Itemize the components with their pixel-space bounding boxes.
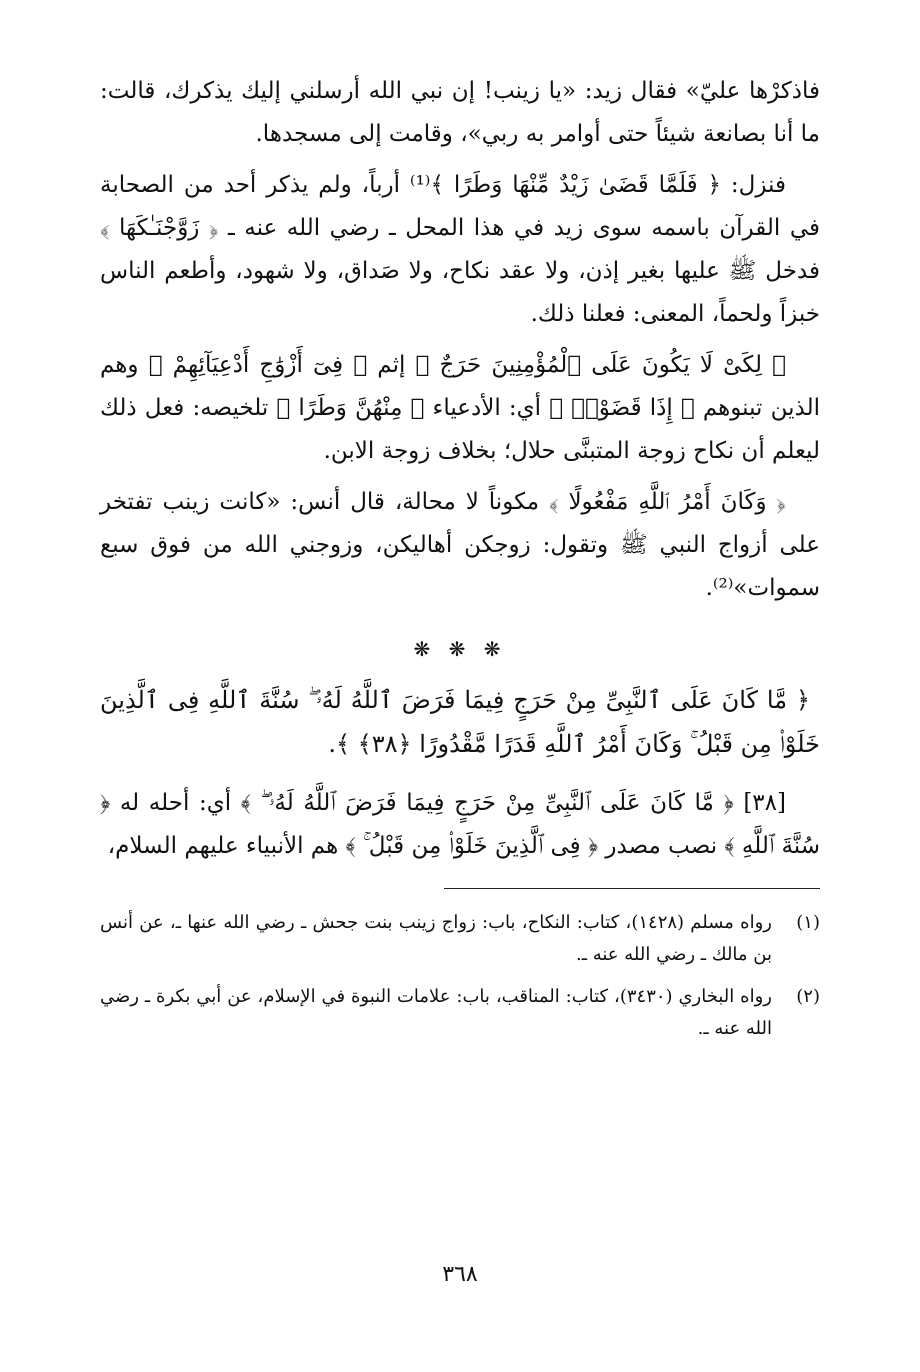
paragraph: فاذكرْها عليّ» فقال زيد: «يا زينب! إن نبي الله أرسلني إليك يذكرك، قالت: ما أنا بصانعة شيئاً حتى أوامر به ربي»، وقامت إلى مسجدها.: [100, 78, 820, 147]
page-number: ٣٦٨: [442, 1262, 478, 1287]
footnote-number: (٢): [796, 986, 820, 1007]
paragraph: ﴿ وَكَانَ أَمْرُ ٱللَّهِ مَفْعُولًا ﴾ مكوناً لا محالة، قال أنس: «كانت زينب تفتخر على أزواج النبي ﷺ وتقول: زوجكن أهاليكن، وزوجني الله من فوق سبع سموات»⁽²⁾.: [100, 489, 821, 601]
footnote: [100, 907, 820, 971]
page-body: [100, 70, 820, 1055]
footnote-number: (١): [796, 912, 820, 933]
footnote: [100, 981, 820, 1045]
footnote-text: رواه البخاري (٣٤٣٠)، كتاب: المناقب، باب: علامات النبوة في الإسلام، عن أبي بكرة ـ رضي الله عنه ـ.: [100, 986, 772, 1039]
commentary-paragraph: [٣٨] ﴿ مَّا كَانَ عَلَى ٱلنَّبِىِّ مِنْ حَرَجٍ فِيمَا فَرَضَ ٱللَّهُ لَهُۥ ۖ ﴾ أي: أحله له ﴿ سُنَّةَ ٱللَّهِ ﴾ نصب مصدر ﴿ فِى ٱلَّذِينَ خَلَوْا۟ مِن قَبْلُ ۚ ﴾ هم الأنبياء عليهم السلام،: [100, 790, 820, 859]
footnote-divider: [444, 888, 820, 889]
paragraph: فنزل: ﴿ فَلَمَّا قَضَىٰ زَيْدٌ مِّنْهَا وَطَرًا ﴾⁽¹⁾ أرباً، ولم يذكر أحد من الصحابة في القرآن باسمه سوى زيد في هذا المحل ـ رضي الله عنه ـ ﴿ زَوَّجْنَـٰكَهَا ﴾ فدخل ﷺ عليها بغير إذن، ولا عقد نكاح، ولا صَداق، ولا شهود، وأطعم الناس خبزاً ولحماً، المعنى: فعلنا ذلك.: [100, 172, 820, 327]
quran-verse: ﴿ مَّا كَانَ عَلَى ٱلنَّبِىِّ مِنْ حَرَجٍ فِيمَا فَرَضَ ٱللَّهُ لَهُۥ ۖ سُنَّةَ ٱللَّهِ فِى ٱلَّذِينَ خَلَوْا۟ مِن قَبْلُ ۚ وَكَانَ أَمْرُ ٱللَّهِ قَدَرًا مَّقْدُورًا ﴿٣٨﴾ ﴾.: [100, 686, 820, 758]
footnote-text: رواه مسلم (١٤٢٨)، كتاب: النكاح، باب: زواج زينب بنت جحش ـ رضي الله عنها ـ، عن أنس بن مالك ـ رضي الله عنه ـ.: [100, 912, 773, 965]
section-separator: ❋ ❋ ❋: [413, 637, 507, 661]
paragraph: ﴿ لِكَىْ لَا يَكُونَ عَلَى ٱلْمُؤْمِنِينَ حَرَجٌ ﴾ إثم ﴿ فِىٓ أَزْوَٰجِ أَدْعِيَآئِهِمْ ﴾ وهم الذين تبنوهم ﴿ إِذَا قَضَوْا۟ ﴾ أي: الأدعياء ﴿ مِنْهُنَّ وَطَرًا ﴾ تلخيصه: فعل ذلك ليعلم أن نكاح زوجة المتبنَّى حلال؛ بخلاف زوجة الابن.: [100, 352, 820, 464]
